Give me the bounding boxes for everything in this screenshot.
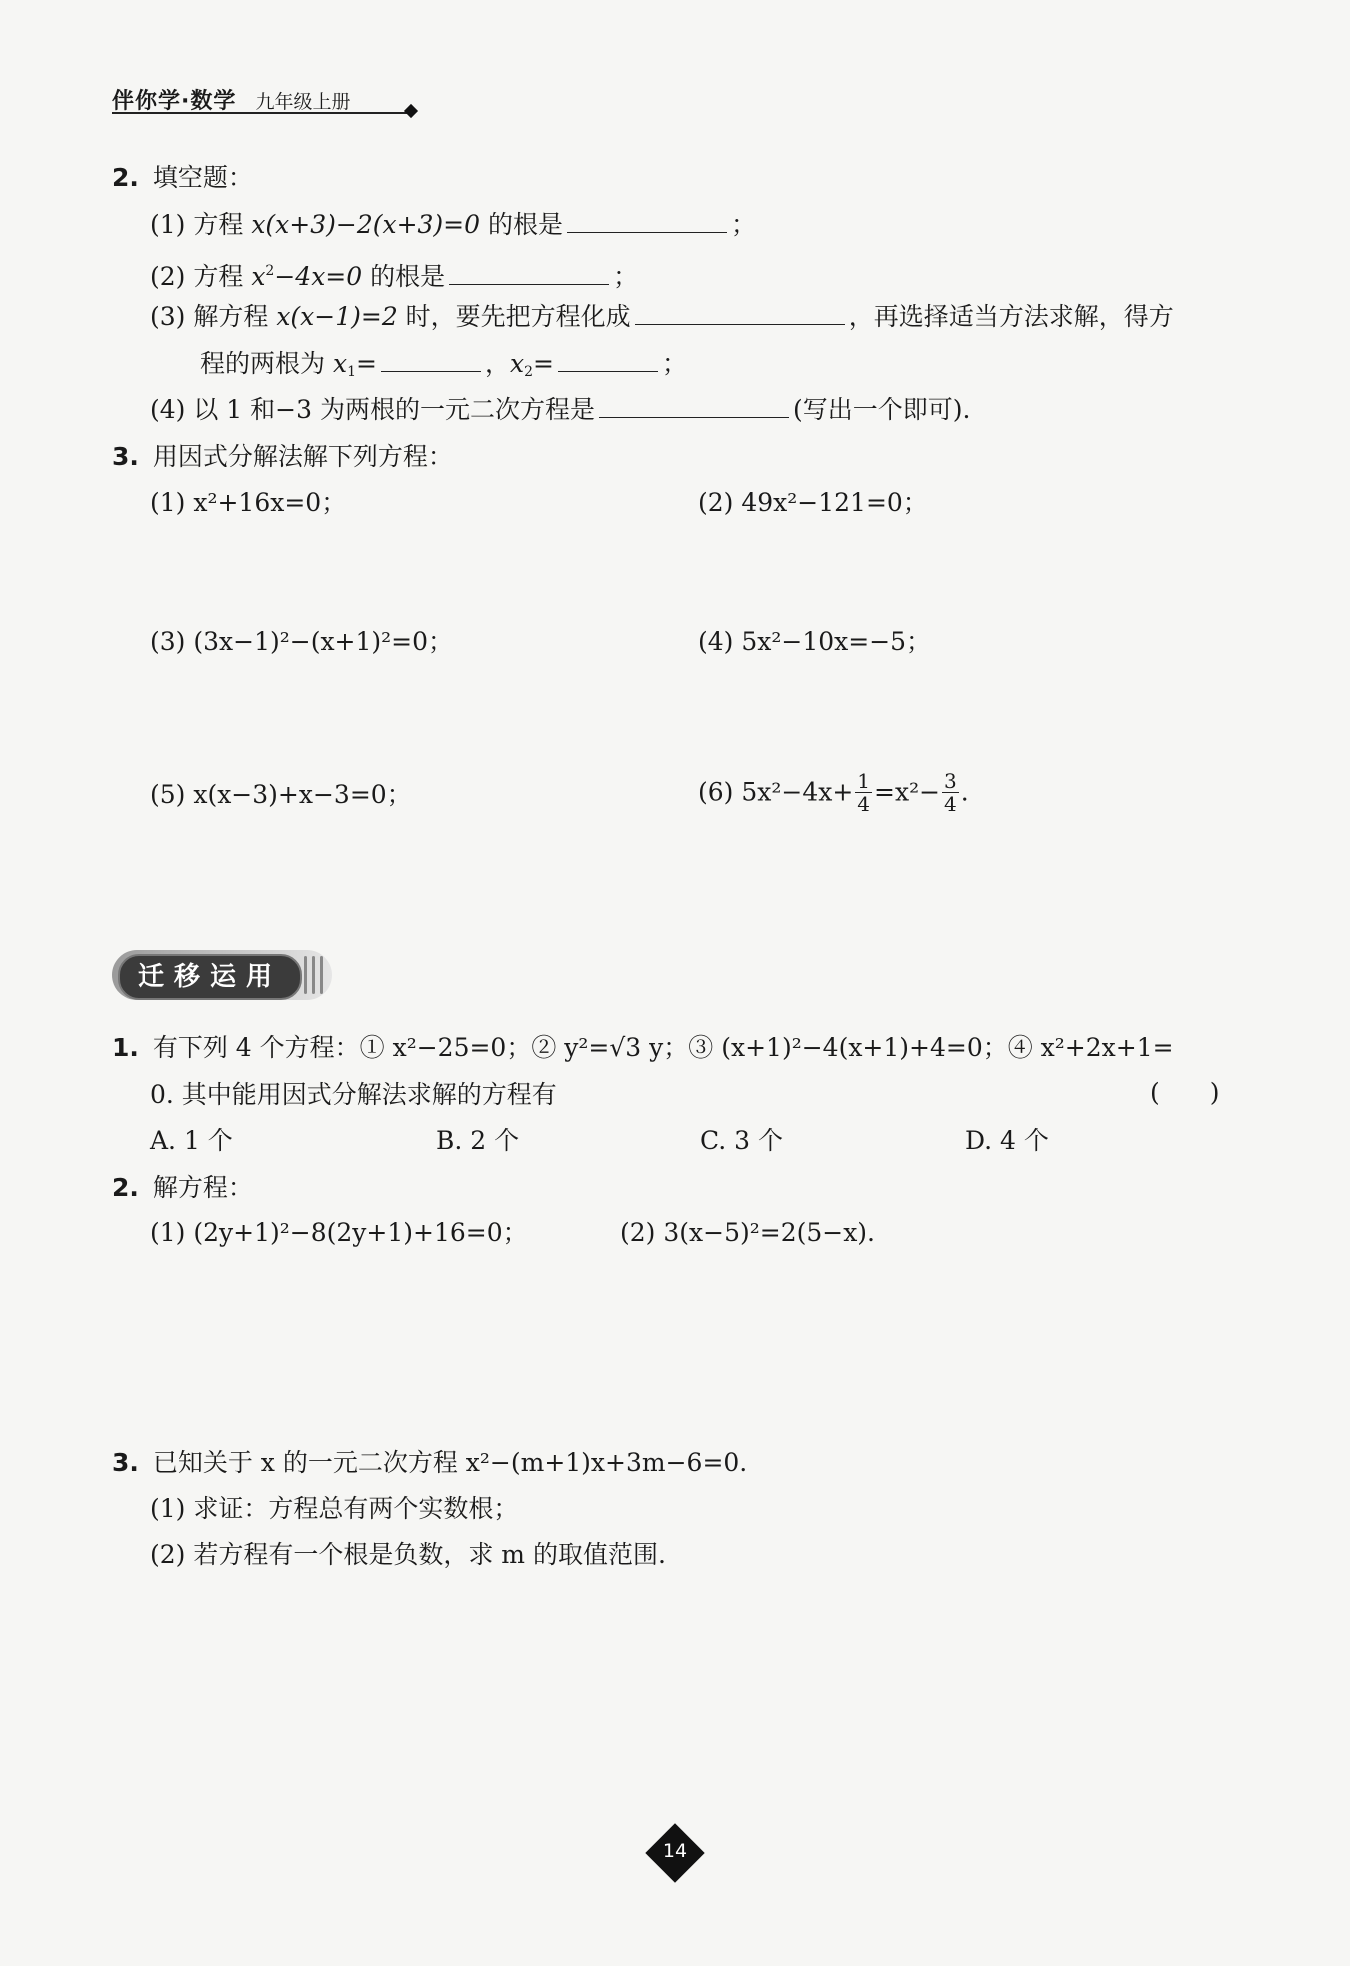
answer-blank[interactable] <box>599 395 789 418</box>
question-3-title: 3. 用因式分解法解下列方程： <box>112 442 453 471</box>
question-2-part-2: (2) 方程 $x^2-4x=0$ 的根是 ； <box>150 262 639 291</box>
transfer-question-1-line-1: 1. 有下列 4 个方程：① x²−25=0；② y²=√3 y；③ (x+1)²−4(x+1)+4=0；④ x²+2x+1= <box>112 1033 1174 1062</box>
question-3-item-6: (6) 5x²−4x+ $\frac{1}{4}$ =x²− $\frac{3}{4}$ . <box>698 769 969 816</box>
question-2-part-3: (3) 解方程 x(x−1)=2 时，要先把方程化成 ，再选择适当方法求解，得方 <box>150 302 1174 331</box>
banner-stripe <box>312 956 315 994</box>
transfer-question-2-title: 2. 解方程： <box>112 1173 253 1202</box>
answer-blank[interactable] <box>381 349 481 372</box>
transfer-question-2-item-2: (2) 3(x−5)²=2(5−x). <box>620 1218 876 1247</box>
banner-stripe <box>304 956 307 994</box>
answer-blank[interactable] <box>558 349 658 372</box>
grade-label: 九年级上册 <box>255 91 351 113</box>
option-c[interactable]: C. 3 个 <box>700 1126 783 1155</box>
answer-blank[interactable] <box>567 210 727 233</box>
header-rule <box>112 112 410 114</box>
fraction: $\frac{1}{4}$ <box>857 769 871 816</box>
question-3-item-5: (5) x(x−3)+x−3=0； <box>150 780 412 809</box>
page-number: 14 <box>662 1840 688 1862</box>
answer-parentheses[interactable]: ( ) <box>1150 1078 1220 1107</box>
answer-blank[interactable] <box>449 262 609 285</box>
question-2-part-3-cont: 程的两根为 $x_1=$ ，$x_2=$ ； <box>200 349 687 380</box>
question-3-item-2: (2) 49x²−121=0； <box>698 488 928 517</box>
header-diamond-icon <box>404 104 418 118</box>
question-2-part-4: (4) 以 1 和−3 为两根的一元二次方程是 (写出一个即可). <box>150 395 971 424</box>
answer-blank[interactable] <box>635 302 845 325</box>
transfer-question-3-item-2: (2) 若方程有一个根是负数，求 m 的取值范围. <box>150 1540 666 1569</box>
question-3-item-1: (1) x²+16x=0； <box>150 488 347 517</box>
question-2-title: 2. 填空题： <box>112 163 253 192</box>
question-3-item-3: (3) (3x−1)²−(x+1)²=0； <box>150 627 454 656</box>
transfer-question-3-title: 3. 已知关于 x 的一元二次方程 x²−(m+1)x+3m−6=0. <box>112 1448 748 1477</box>
option-d[interactable]: D. 4 个 <box>965 1126 1049 1155</box>
banner-stripe <box>320 956 323 994</box>
transfer-question-2-item-1: (1) (2y+1)²−8(2y+1)+16=0； <box>150 1218 528 1247</box>
transfer-question-1-line-2: 0. 其中能用因式分解法求解的方程有 <box>150 1080 557 1109</box>
option-a[interactable]: A. 1 个 <box>150 1126 233 1155</box>
transfer-question-3-item-1: (1) 求证：方程总有两个实数根； <box>150 1494 519 1523</box>
option-b[interactable]: B. 2 个 <box>436 1126 520 1155</box>
page-header <box>112 84 350 115</box>
question-2-part-1: (1) 方程 x(x+3)−2(x+3)=0 的根是 ； <box>150 210 757 239</box>
fraction: $\frac{3}{4}$ <box>944 769 957 816</box>
section-title: 迁移运用 <box>118 954 302 1000</box>
book-title: 伴你学·数学 <box>112 89 237 114</box>
question-3-item-4: (4) 5x²−10x=−5； <box>698 627 932 656</box>
section-banner <box>112 950 332 1000</box>
